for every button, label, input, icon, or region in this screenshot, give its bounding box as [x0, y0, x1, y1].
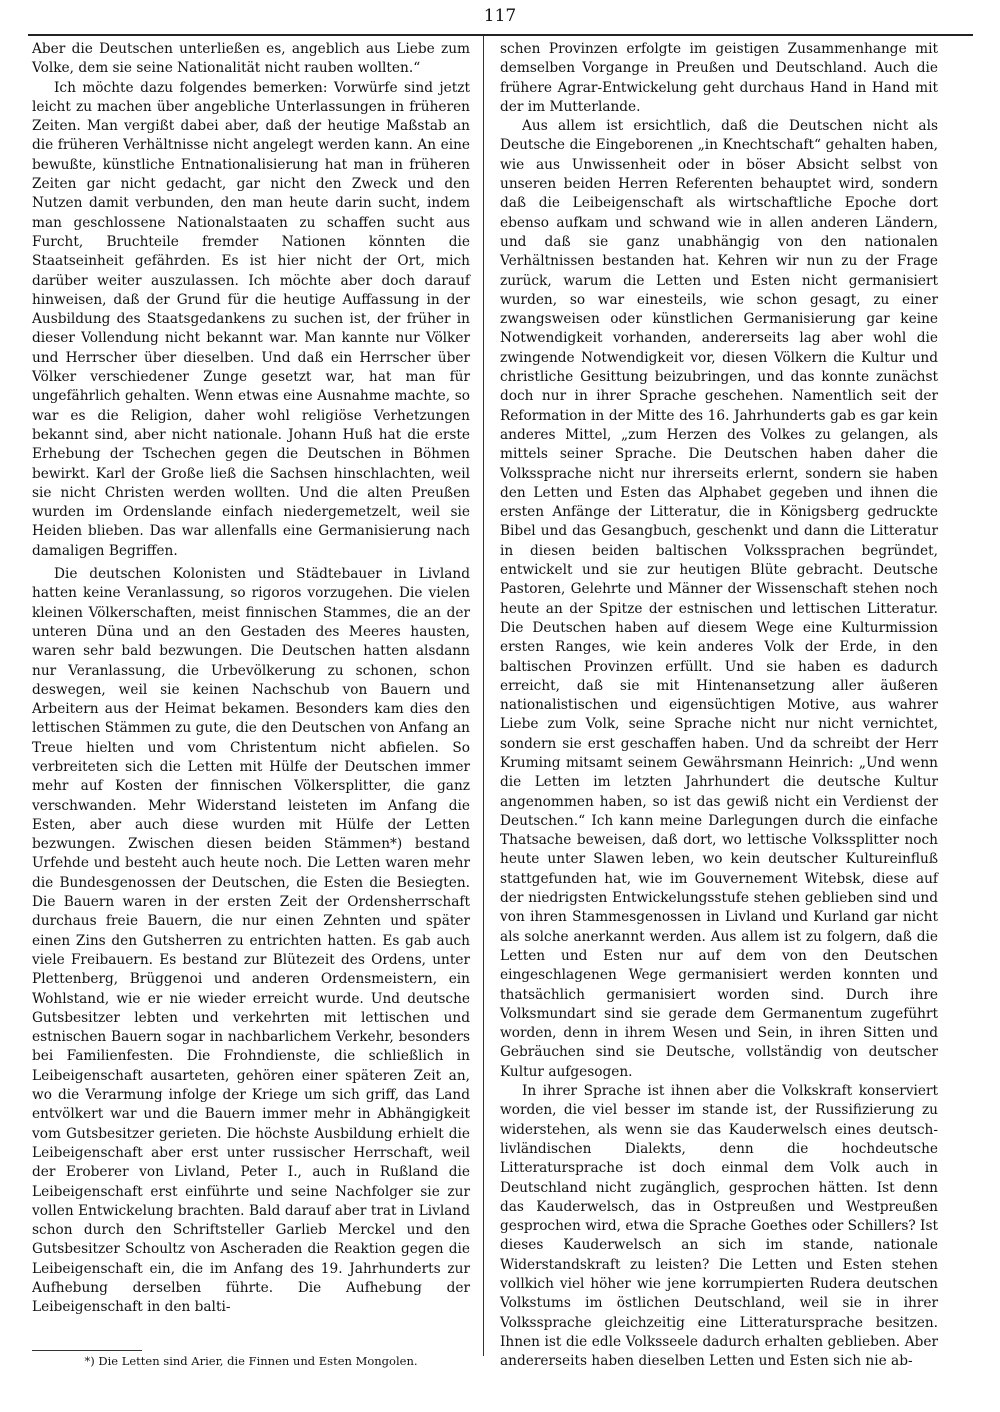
paragraph: schen Provinzen erfolgte im geistigen Zusammenhange mit demselben Vorgange in Preußen und Deutschland. Auch die frühere Agrar-Entwickelung geht durchaus Hand in Hand mit der im Mutterlande. [500, 41, 938, 115]
header-rule [28, 34, 973, 36]
paragraph: In ihrer Sprache ist ihnen aber die Volkskraft konserviert worden, die viel besser im stande ist, der Russifizierung zu widerstehen, als wenn sie das Kauderwelsch eines deutsch-livländischen Dialekts, denn die hochdeutsche Litteratursprache ist doch einmal dem Volk auch in Deutschland nicht zugänglich, gesprochen hätten. Ist denn das Kauderwelsch, das in Ostpreußen und Westpreußen gesprochen wird, etwa die Sprache Goethes oder Schillers? Ist dieses Kauderwelsch an sich im stande, nationale Widerstandskraft zu leisten? Die Letten und Esten stehen vollkich viel höher wie jene korrumpierten Rudera deutschen Volkstums im östlichen Deutschland, weil sie in ihrer Volkssprache gleichzeitig eine Litteratursprache besitzen. Ihnen ist die edle Volksseele dadurch erhalten geblieben. Aber andererseits haben dieselben Letten und Esten sich nie ab- [500, 1083, 938, 1370]
paragraph: Ich möchte dazu folgendes bemerken: Vorwürfe sind jetzt leicht zu machen über angebliche Unterlassungen in früheren Zeiten. Man vergißt dabei aber, daß der heutige Maßstab an die früheren Verhältnisse nicht angelegt werden kann. An eine bewußte, künstliche Entnationalisierung hat man in früheren Zeiten gar nicht gedacht, gar nicht den Zweck und den Nutzen damit verbunden, den man heute darin sucht, indem man geschlossene Nationalstaaten zu schaffen sucht aus Furcht, Bruchteile fremder Nationen könnten die Staatseinheit gefährden. Es ist hier nicht der Ort, mich darüber weiter auszulassen. Ich möchte aber doch darauf hinweisen, daß der Grund für die heutige Auffassung in der Ausbildung des Staatsgedankens zu suchen ist, der früher in dieser Vollendung nicht bekannt war. Man kannte nur Völker und Herrscher über dieselben. Und daß ein Herrscher über Völker verschiedener Zunge gesetzt war, hat man für ungefährlich gehalten. Wenn etwas eine Ausnahme machte, so war es die Religion, daher wohl religiöse Verhetzungen bekannt sind, aber nicht nationale. Johann Huß hat die erste Erhebung der Tschechen gegen die Deutschen in Böhmen bewirkt. Karl der Große ließ die Sachsen hinschlachten, weil sie nicht Christen werden wollten. Und die alten Preußen wurden im Ordenslande einfach niedergemetzelt, weil sie Heiden blieben. Das war allenfalls eine Germanisierung nach damaligen Begriffen. [32, 79, 470, 559]
paragraph: Aber die Deutschen unterließen es, angeblich aus Liebe zum Volke, dem sie seine Nationalität nicht rauben wollten.“ [32, 41, 470, 77]
footnote: *) Die Letten sind Arier, die Finnen und Esten Mongolen. [84, 1354, 418, 1368]
column-divider [483, 36, 484, 1356]
footnote-rule [32, 1350, 142, 1351]
left-column [32, 40, 470, 1318]
page-number: 117 [483, 6, 517, 26]
paragraph: Aus allem ist ersichtlich, daß die Deutschen nicht als Deutsche die Eingeborenen „in Knechtschaft“ gehalten haben, wie aus Unwissenheit oder in böser Absicht selbst von unseren beiden Herren Referenten behauptet wird, sondern daß die Leibeigenschaft als wirtschaftliche Epoche dort ebenso aufkam und schwand wie in allen anderen Ländern, und daß sie ganz unabhängig von den nationalen Verhältnissen bestanden hat. Kehren wir nun zu der Frage zurück, warum die Letten und Esten nicht germanisiert wurden, so war einesteils, wie schon gesagt, zu einer zwangsweisen oder künstlichen Germanisierung gar keine Notwendigkeit vorhanden, andererseits lag aber wohl die zwingende Notwendigkeit vor, diesen Völkern die Kultur und christliche Gesittung beizubringen, und das konnte zunächst doch nur in ihrer Sprache geschehen. Namentlich seit der Reformation in der Mitte des 16. Jahrhunderts gab es gar kein anderes Mittel, „zum Herzen des Volkes zu gelangen, als mittels seiner Sprache. Die Deutschen haben daher die Volkssprache nicht nur ihrerseits erlernt, sondern sie haben den Letten und Esten das Alphabet gegeben und ihnen die ersten Anfänge der Litteratur, die in Königsberg gedruckte Bibel und das Gesangbuch, geschenkt und dann die Litteratur in diesen beiden baltischen Volkssprachen begründet, entwickelt und sie zur heutigen Blüte gebracht. Deutsche Pastoren, Gelehrte und Männer der Wissenschaft stehen noch heute an der Spitze der estnischen und lettischen Litteratur. Die Deutschen haben auf diesem Wege eine Kulturmission ersten Ranges, wie kein anderes Volk der Erde, in den baltischen Provinzen erfüllt. Und sie haben es dadurch erreicht, daß sie mit Hintenansetzung aller äußeren nationalistischen und eigensüchtigen Motive, aus wahrer Liebe zum Volk, seine Sprache nicht nur nicht vernichtet, sondern sie erst geschaffen haben. Und da schreibt der Herr Kruming mitsamt seinem Gewährsmann Heinrich: „Und wenn die Letten im letzten Jahrhundert die deutsche Kultur angenommen haben, so ist das gewiß nicht ein Verdienst der Deutschen.“ Ich kann meine Darlegungen durch die einfache Thatsache beweisen, daß dort, wo lettische Volkssplitter noch heute unter Slawen leben, wo kein deutscher Kultureinfluß stattgefunden hat, wie im Gouvernement Witebsk, diese auf der niedrigsten Entwickelungsstufe stehen geblieben sind und von ihren Stammesgenossen in Livland und Kurland gar nicht als solche anerkannt werden. Aus allem ist zu folgern, daß die Letten und Esten nur auf dem von den Deutschen eingeschlagenen Wege germanisiert werden konnten und thatsächlich germanisiert worden sind. Durch ihre Volksmundart sind sie gerade dem Germanentum zugeführt worden, denn in ihrem Wesen und Sein, in ihren Sitten und Gebräuchen sind sie Deutsche, vollständig von deutscher Kultur aufgesogen. [500, 118, 938, 1080]
paragraph: Die deutschen Kolonisten und Städtebauer in Livland hatten keine Veranlassung, so rigoros vorzugehen. Die vielen kleinen Völkerschaften, meist finnischen Stammes, die an der unteren Düna und an den Gestaden des Meeres hausten, waren sehr bald bezwungen. Die Deutschen hatten alsdann nur Veranlassung, die Urbevölkerung zu schonen, schon deswegen, weil sie keinen Nachschub von Bauern und Arbeitern aus der Heimat bekamen. Besonders kam dies den lettischen Stämmen zu gute, die den Deutschen von Anfang an Treue hielten und vom Christentum nicht abfielen. So verbreiteten sich die Letten mit Hülfe der Deutschen immer mehr auf Kosten der finnischen Völkersplitter, die ganz verschwanden. Mehr Widerstand leisteten im Anfang die Esten, aber auch diese wurden mit Hülfe der Letten bezwungen. Zwischen diesen beiden Stämmen*) bestand Urfehde und besteht auch heute noch. Die Letten waren mehr die Bundesgenossen der Deutschen, die Esten die Besiegten. Die Bauern waren in der ersten Zeit der Ordensherrschaft durchaus freie Bauern, die nur einen Zehnten und später einen Zins den Gutsherren zu entrichten hatten. Es gab auch viele Freibauern. Es bestand zur Blütezeit des Ordens, unter Plettenberg, Brüggenoi und anderen Ordensmeistern, ein Wohlstand, wie er nie wieder erreicht wurde. Und deutsche Gutsbesitzer lebten und verkehrten mit lettischen und estnischen Bauern sogar in nachbarlichem Verkehr, besonders bei Familienfesten. Die Frohndienste, die schließlich in Leibeigenschaft ausarteten, gehören einer späteren Zeit an, wo die Verarmung infolge der Kriege um sich griff, das Land entvölkert war und die Bauern immer mehr in Abhängigkeit vom Gutsbesitzer gerieten. Die höchste Ausbildung erhielt die Leibeigenschaft aber erst unter russischer Herrschaft, weil der Eroberer von Livland, Peter I., auch in Rußland die Leibeigenschaft erst einführte und seine Nachfolger sie zur vollen Entwickelung brachten. Bald darauf aber trat in Livland schon durch den Schriftsteller Garlieb Merckel und den Gutsbesitzer Schoultz von Ascheraden die Reaktion gegen die Leibeigenschaft ein, die im Anfang des 19. Jahrhunderts zur Aufhebung derselben führte. Die Aufhebung der Leibeigenschaft in den balti- [32, 566, 470, 1316]
right-column [500, 40, 938, 1371]
